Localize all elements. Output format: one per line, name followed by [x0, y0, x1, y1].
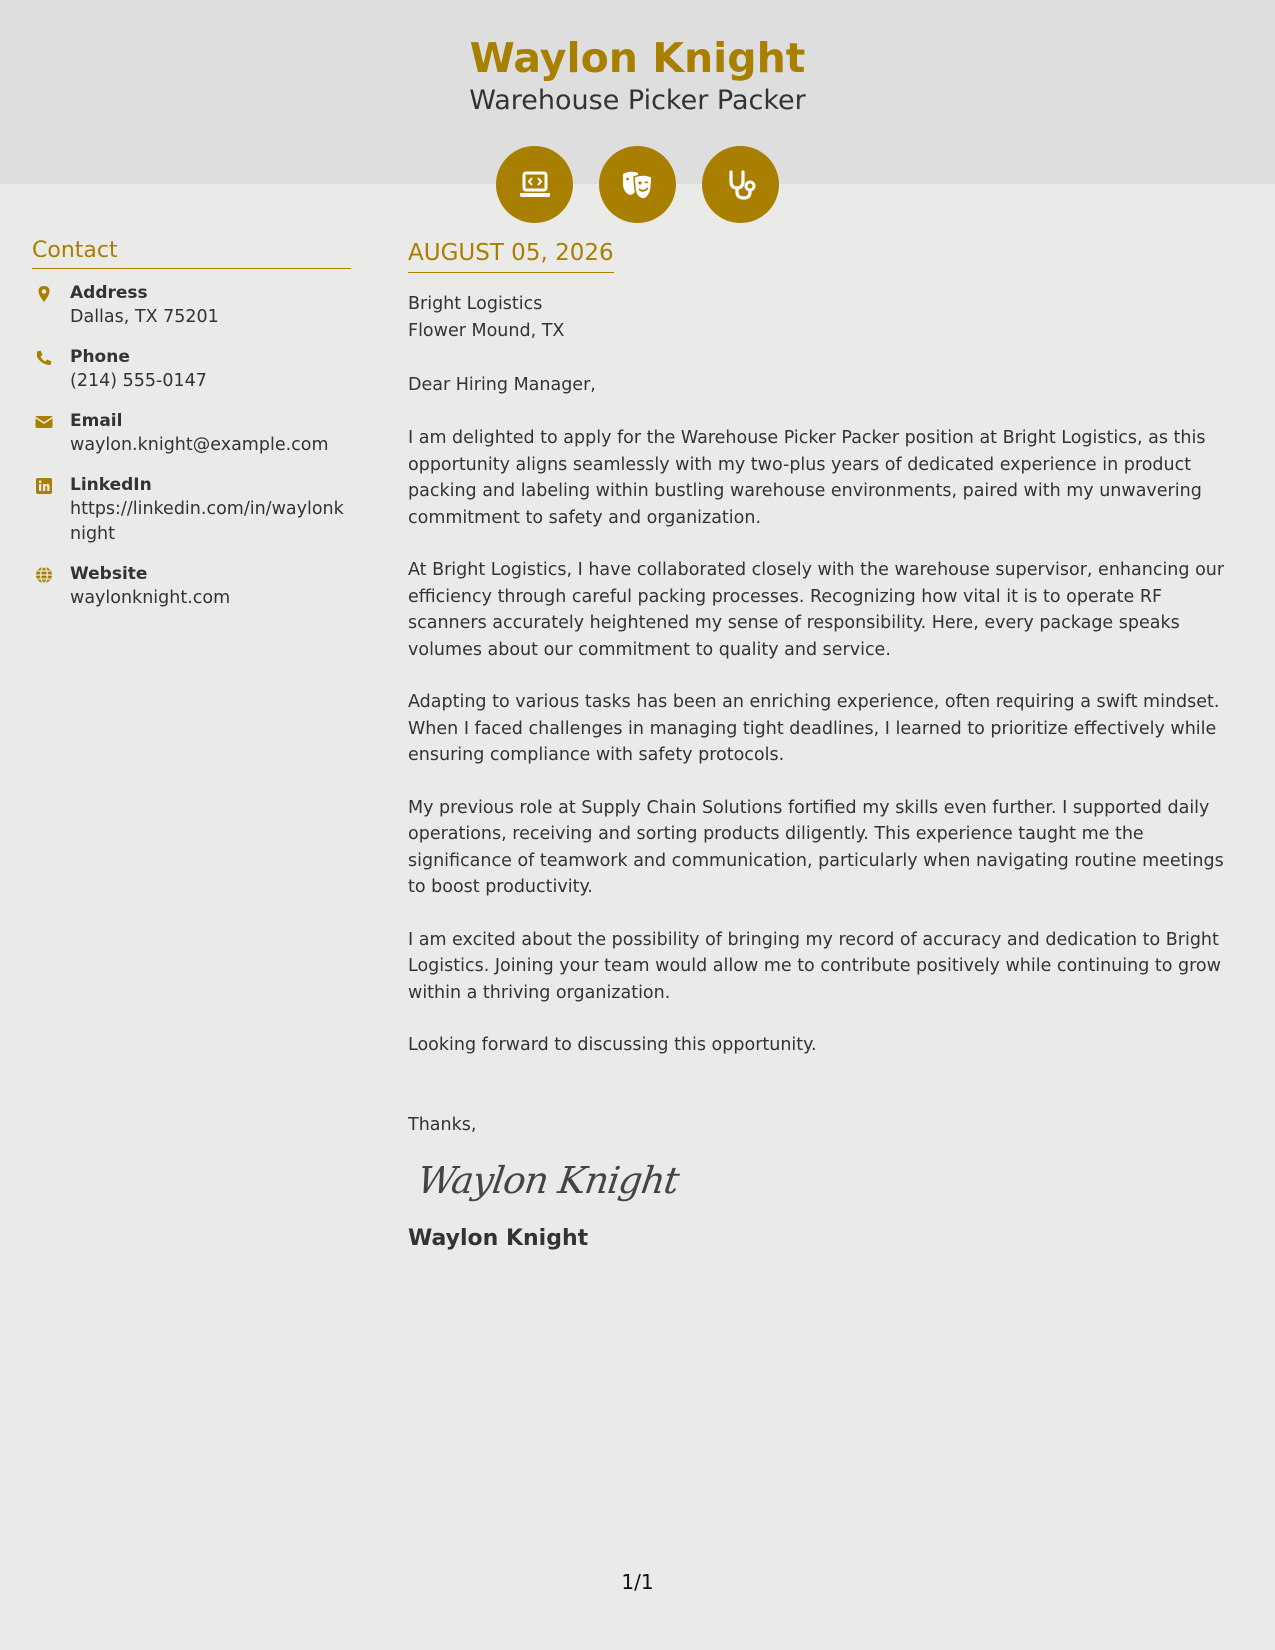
linkedin-value[interactable]: https://linkedin.com/in/waylonknight — [70, 499, 344, 544]
phone-value: (214) 555-0147 — [70, 371, 207, 391]
contact-item-website — [32, 562, 351, 611]
map-pin-icon — [32, 281, 70, 330]
recipient-location: Flower Mound, TX — [408, 321, 565, 341]
letter-body — [408, 240, 1243, 1251]
contact-label: Email — [70, 411, 123, 431]
envelope-icon — [32, 409, 70, 458]
page-number: 1/1 — [621, 1570, 654, 1594]
letter-date: AUGUST 05, 2026 — [408, 240, 614, 273]
stethoscope-icon — [702, 146, 779, 223]
signer-name: Waylon Knight — [408, 1225, 589, 1251]
contact-label: Address — [70, 283, 148, 303]
globe-icon — [32, 562, 70, 611]
letter-paragraph: Adapting to various tasks has been an enriching experience, often requiring a swift mindset. When I faced challenges in managing tight deadlines, I learned to prioritize effectively while ensuring compliance with safety protocols. — [408, 692, 1220, 765]
theater-masks-icon — [599, 146, 676, 223]
job-title: Warehouse Picker Packer — [469, 85, 806, 116]
closing: Thanks, — [408, 1114, 477, 1135]
contact-list — [32, 281, 351, 611]
contact-item-email — [32, 409, 351, 458]
contact-sidebar — [32, 238, 351, 626]
phone-icon — [32, 345, 70, 394]
handwritten-signature: Waylon Knight — [414, 1158, 682, 1202]
contact-label: LinkedIn — [70, 475, 152, 495]
letter-paragraph: I am excited about the possibility of bringing my record of accuracy and dedication to Bright Logistics. Joining your team would allow me to contribute positively while continuing to grow within a thriving organization. — [408, 929, 1221, 1003]
contact-heading: Contact — [32, 238, 351, 269]
letter-paragraph: At Bright Logistics, I have collaborated closely with the warehouse supervisor, enhancing our efficiency through careful packing processes. Recognizing how vital it is to operate RF scanners accurately heightened my sense of responsibility. Here, every package speaks volumes about our commitment to quality and service. — [408, 560, 1225, 660]
contact-item-linkedin — [32, 473, 351, 547]
letter-paragraph: Looking forward to discussing this opportunity. — [408, 1035, 817, 1055]
candidate-name: Waylon Knight — [469, 34, 806, 82]
recipient-company: Bright Logistics — [408, 294, 543, 314]
header-icon-row — [496, 146, 779, 223]
contact-label: Phone — [70, 347, 130, 367]
contact-item-phone — [32, 345, 351, 394]
letter-paragraph: I am delighted to apply for the Warehouse Picker Packer position at Bright Logistics, as this opportunity aligns seamlessly with my two-plus years of dedicated experience in product packing and labeling within bustling warehouse environments, paired with my unwavering commitment to safety and organization. — [408, 428, 1206, 528]
contact-item-address — [32, 281, 351, 330]
address-value: Dallas, TX 75201 — [70, 307, 219, 327]
laptop-code-icon — [496, 146, 573, 223]
contact-label: Website — [70, 564, 148, 584]
greeting: Dear Hiring Manager, — [408, 375, 596, 395]
website-value[interactable]: waylonknight.com — [70, 588, 231, 608]
recipient-block — [408, 291, 1243, 345]
linkedin-icon — [32, 473, 70, 547]
email-value: waylon.knight@example.com — [70, 435, 329, 455]
letter-paragraph: My previous role at Supply Chain Solutions fortified my skills even further. I supported daily operations, receiving and sorting products diligently. This experience taught me the significance of teamwork and communication, particularly when navigating routine meetings to boost productivity. — [408, 797, 1224, 897]
